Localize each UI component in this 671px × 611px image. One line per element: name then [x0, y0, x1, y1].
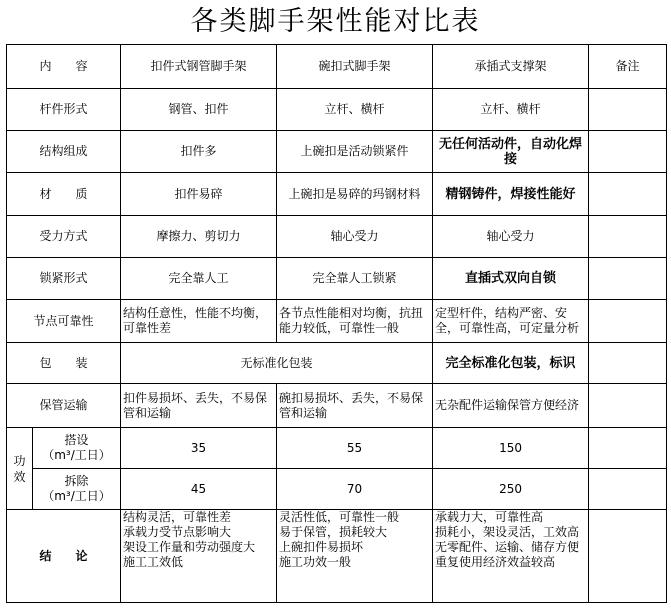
cell-col3: 150 [433, 428, 589, 469]
page-title: 各类脚手架性能对比表 [190, 6, 481, 37]
row-label: 结构组成 [7, 131, 121, 173]
header-col1: 扣件式钢管脚手架 [121, 45, 277, 89]
cell-col2 [277, 510, 433, 603]
cell-col1: 完全靠人工 [121, 258, 277, 300]
cell-col3: 直插式双向自锁 [433, 258, 589, 300]
conclusion-line: 结构灵活，可靠性差 [123, 510, 232, 524]
row-label: 保管运输 [7, 384, 121, 428]
conclusion-line: 施工工效低 [123, 555, 184, 569]
cell-col1: 摩擦力、剪切力 [121, 216, 277, 258]
erect-unit: （m³/工日） [42, 448, 111, 462]
conclusion-line: 上碗扣件易损坏 [279, 540, 364, 554]
cell-note [589, 258, 667, 300]
header-col3: 承插式支撑架 [433, 45, 589, 89]
cell-col2: 70 [277, 469, 433, 510]
conclusion-line: 损耗小，架设灵活，工效高 [435, 525, 580, 539]
cell-note [589, 428, 667, 469]
packaging-row [7, 343, 667, 384]
table-row [7, 131, 667, 173]
cell-note [589, 216, 667, 258]
cell-col2: 完全靠人工锁紧 [277, 258, 433, 300]
cell-col3: 立杆、横杆 [433, 89, 589, 131]
cell-col2: 上碗扣是易碎的玛钢材料 [277, 173, 433, 216]
conclusion-line: 承载力大，可靠性高 [435, 510, 544, 524]
cell-col3: 完全标准化包装，标识 [433, 343, 589, 384]
cell-col3 [433, 510, 589, 603]
cell-col3: 精钢铸件，焊接性能好 [433, 173, 589, 216]
cell-note [589, 89, 667, 131]
cell-col1: 结构任意性，性能不均衡，可靠性差 [121, 300, 277, 343]
cell-col1: 扣件多 [121, 131, 277, 173]
conclusion-row [7, 510, 667, 603]
cell-col3: 轴心受力 [433, 216, 589, 258]
cell-col1: 45 [121, 469, 277, 510]
cell-col2: 碗扣易损坏、丢失，不易保管和运输 [277, 384, 433, 428]
conclusion-line: 无零配件、运输、储存方便 [435, 540, 580, 554]
conclusion-line: 易于保管，损耗较大 [279, 525, 388, 539]
cell-col2: 轴心受力 [277, 216, 433, 258]
header-note: 备注 [589, 45, 667, 89]
row-label [33, 428, 121, 469]
cell-col1 [121, 510, 277, 603]
erect-label: 搭设 [64, 433, 89, 447]
cell-col2: 立杆、横杆 [277, 89, 433, 131]
row-label [33, 469, 121, 510]
cell-col1-col2: 无标准化包装 [121, 343, 433, 384]
table-row [7, 300, 667, 343]
cell-col2: 上碗扣是活动锁紧件 [277, 131, 433, 173]
table-row [7, 216, 667, 258]
row-label: 包 装 [7, 343, 121, 384]
row-label: 受力方式 [7, 216, 121, 258]
efficiency-label: 功效 [13, 453, 26, 484]
cell-note [589, 131, 667, 173]
cell-note [589, 510, 667, 603]
conclusion-line: 架设工作量和劳动强度大 [123, 540, 256, 554]
cell-note [589, 384, 667, 428]
row-label: 材 质 [7, 173, 121, 216]
cell-col1: 钢管、扣件 [121, 89, 277, 131]
comparison-table [6, 44, 667, 603]
dismantle-label: 拆除 [64, 474, 89, 488]
cell-col2: 各节点性能相对均衡，抗扭能力较低，可靠性一般 [277, 300, 433, 343]
dismantle-row [7, 469, 667, 510]
dismantle-unit: （m³/工日） [42, 489, 111, 503]
row-label: 节点可靠性 [7, 300, 121, 343]
conclusion-line: 施工功效一般 [279, 555, 352, 569]
efficiency-group-label [7, 428, 33, 510]
cell-col3: 定型杆件，结构严密、安全，可靠性高，可定量分析 [433, 300, 589, 343]
cell-col1: 扣件易损坏、丢失，不易保管和运输 [121, 384, 277, 428]
cell-col3: 无杂配件运输保管方便经济 [433, 384, 589, 428]
table-row [7, 173, 667, 216]
transport-row [7, 384, 667, 428]
cell-col3: 250 [433, 469, 589, 510]
erect-row [7, 428, 667, 469]
conclusion-line: 重复使用经济效益较高 [435, 555, 556, 569]
cell-note [589, 300, 667, 343]
cell-col2: 55 [277, 428, 433, 469]
cell-col1: 扣件易碎 [121, 173, 277, 216]
cell-col3: 无任何活动件，自动化焊接 [433, 131, 589, 173]
cell-col1: 35 [121, 428, 277, 469]
header-row [7, 45, 667, 89]
row-label: 杆件形式 [7, 89, 121, 131]
conclusion-line: 承载力受节点影响大 [123, 525, 232, 539]
header-content: 内 容 [7, 45, 121, 89]
table-row [7, 258, 667, 300]
row-label: 结 论 [7, 510, 121, 603]
cell-note [589, 343, 667, 384]
conclusion-line: 灵活性低，可靠性一般 [279, 510, 400, 524]
cell-note [589, 469, 667, 510]
table-row [7, 89, 667, 131]
cell-note [589, 173, 667, 216]
header-col2: 碗扣式脚手架 [277, 45, 433, 89]
row-label: 锁紧形式 [7, 258, 121, 300]
